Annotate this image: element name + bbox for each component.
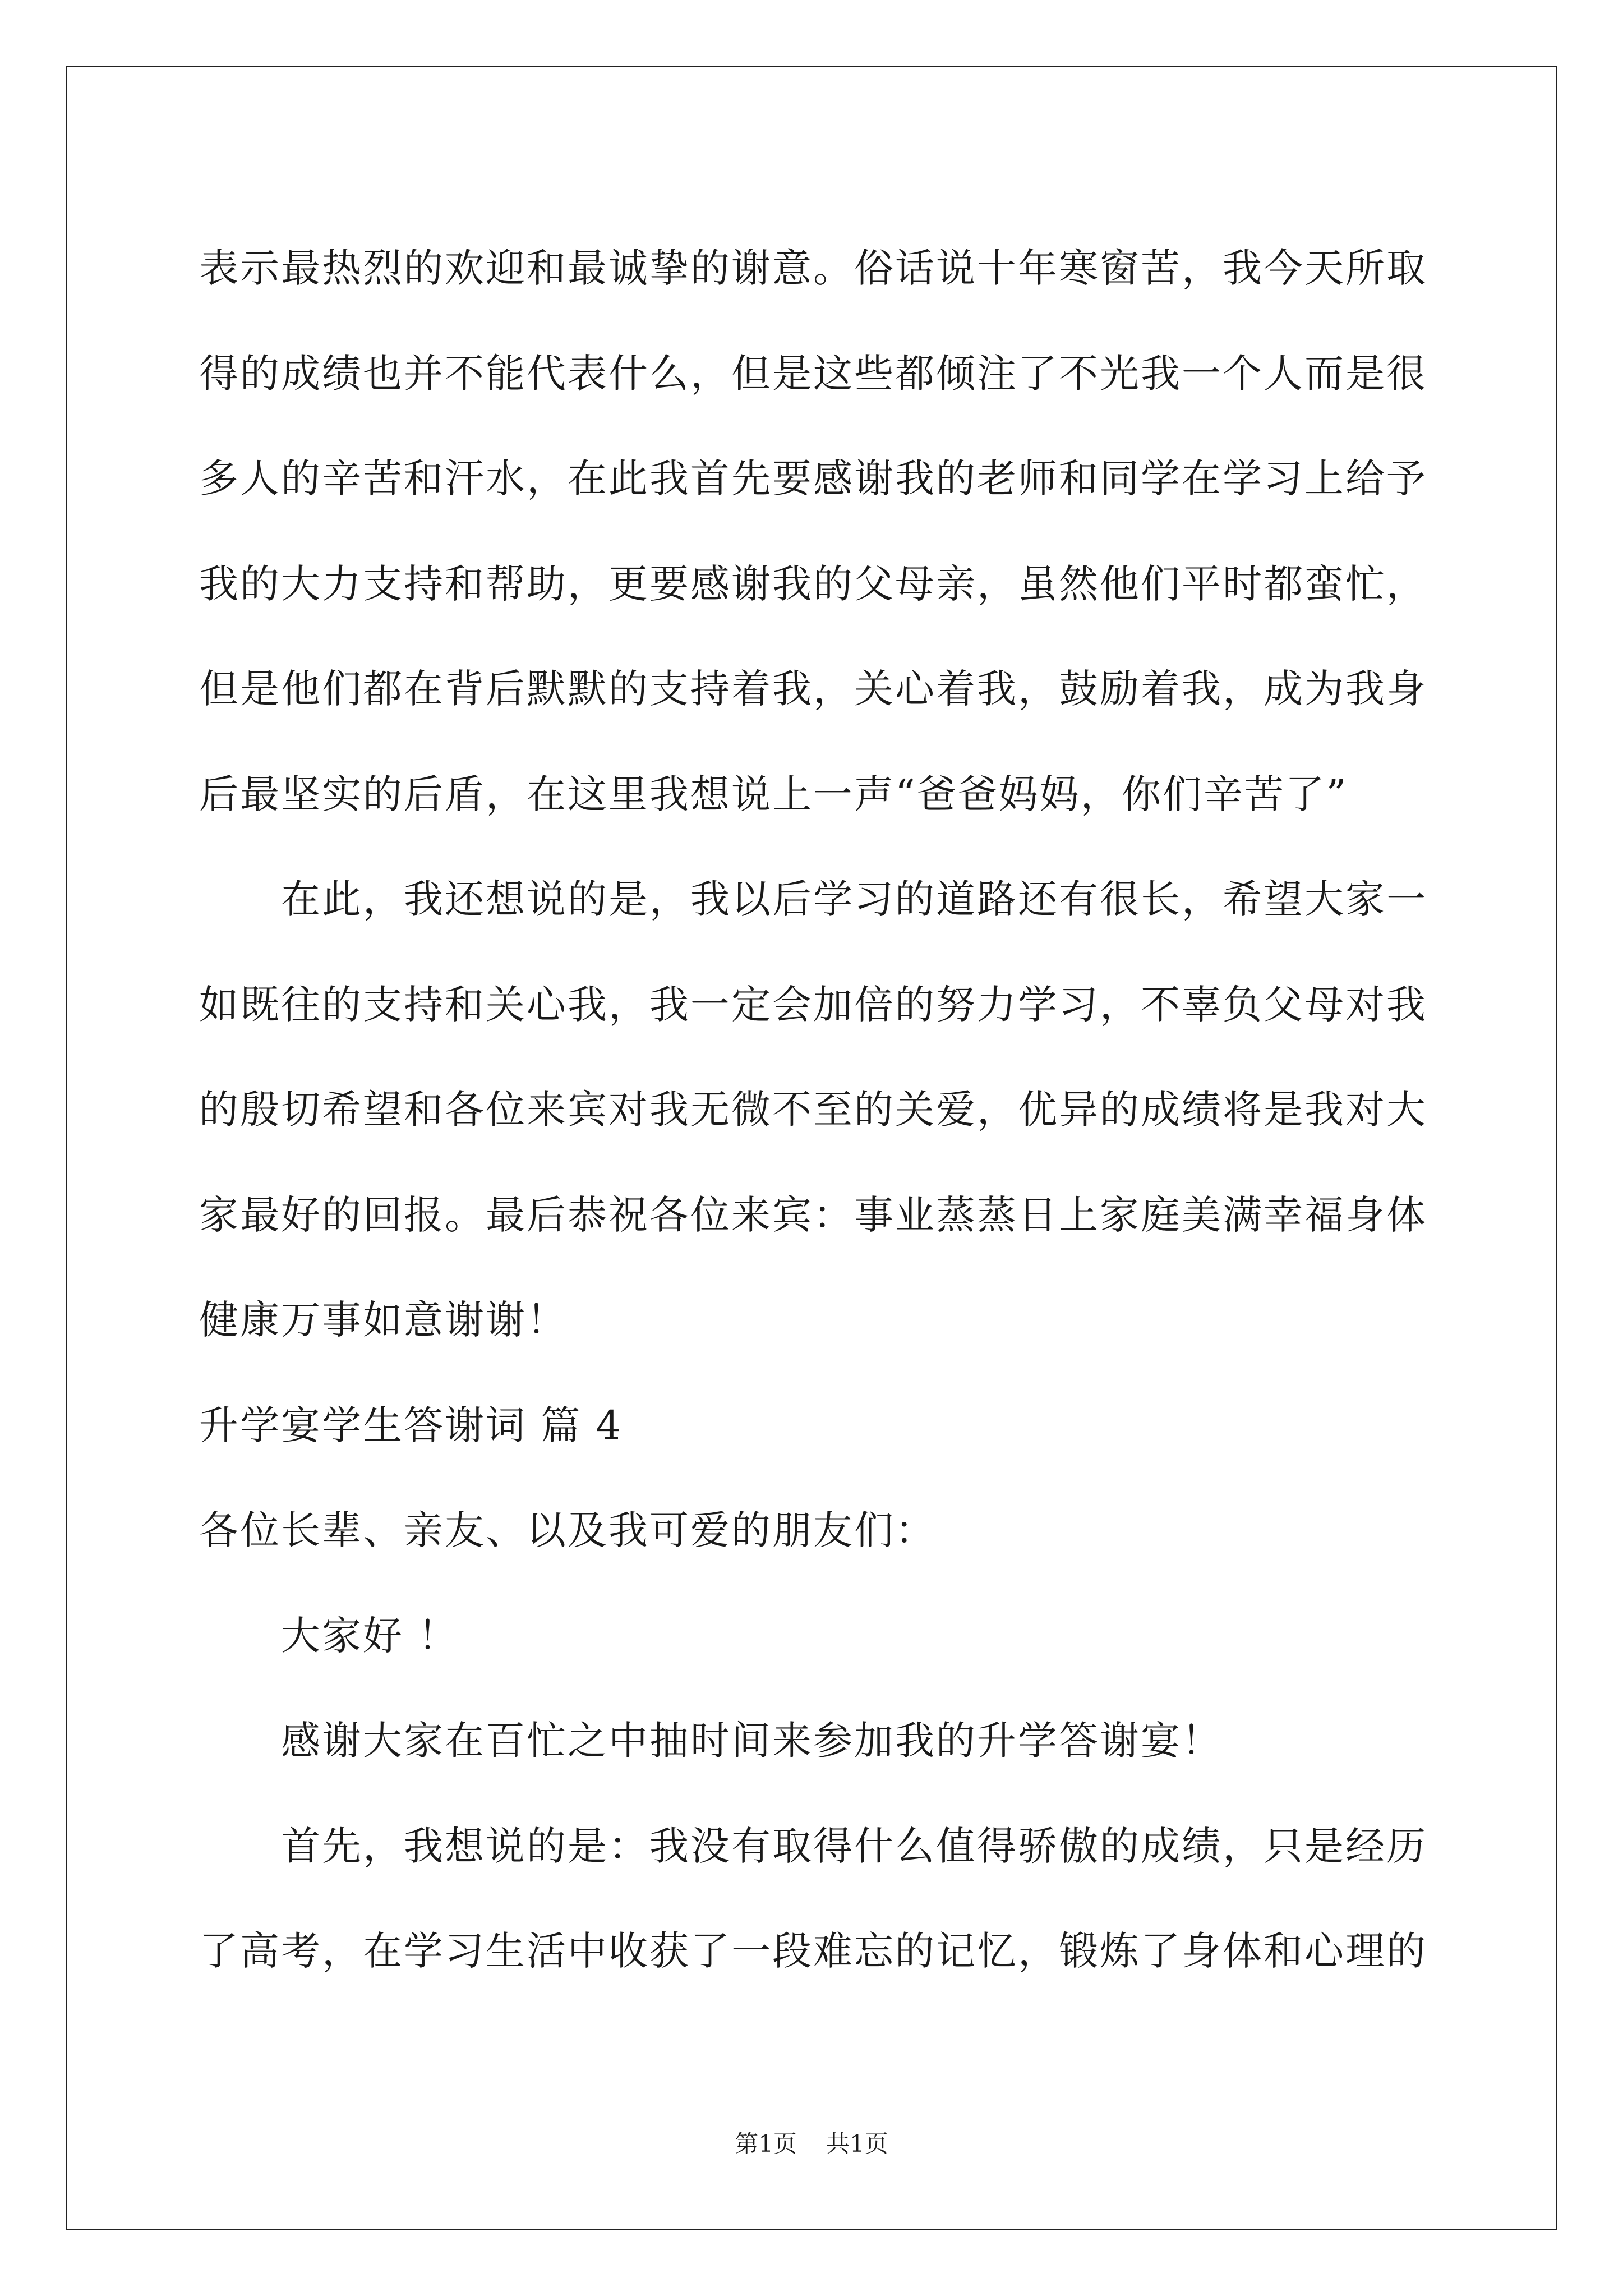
text-line: 但是他们都在背后默默的支持着我，关心着我，鼓励着我，成为我身 <box>199 666 1427 712</box>
text-line: 得的成绩也并不能代表什么，但是这些都倾注了不光我一个人而是很 <box>199 350 1427 397</box>
page-number: 第1页 <box>735 2130 797 2157</box>
salutation: 各位长辈、亲友、以及我可爱的朋友们： <box>199 1507 936 1553</box>
paragraph-first-line: 首先，我想说的是：我没有取得什么值得骄傲的成绩，只是经历 <box>281 1823 1427 1869</box>
text-line: 多人的辛苦和汗水，在此我首先要感谢我的老师和同学在学习上给予 <box>199 455 1427 501</box>
text-line: 如既往的支持和关心我，我一定会加倍的努力学习，不辜负父母对我 <box>199 981 1427 1028</box>
page-footer <box>0 2127 1623 2161</box>
text-line: 我的大力支持和帮助，更要感谢我的父母亲，虽然他们平时都蛮忙， <box>199 560 1427 607</box>
document-body <box>199 216 1438 2004</box>
greeting: 大家好 ！ <box>281 1612 459 1659</box>
paragraph-first-line: 感谢大家在百忙之中抽时间来参加我的升学答谢宴！ <box>281 1718 1223 1764</box>
page-total: 共1页 <box>826 2130 888 2157</box>
text-line: 表示最热烈的欢迎和最诚挚的谢意。俗话说十年寒窗苦，我今天所取 <box>199 245 1427 291</box>
section-heading: 升学宴学生答谢词 篇 4 <box>199 1402 623 1448</box>
text-line: 家最好的回报。最后恭祝各位来宾：事业蒸蒸日上家庭美满幸福身体 <box>199 1191 1427 1238</box>
paragraph-first-line: 在此，我还想说的是，我以后学习的道路还有很长，希望大家一 <box>281 876 1427 922</box>
text-line: 的殷切希望和各位来宾对我无微不至的关爱，优异的成绩将是我对大 <box>199 1087 1427 1133</box>
text-line: 了高考，在学习生活中收获了一段难忘的记忆，锻炼了身体和心理的 <box>199 1928 1427 1974</box>
text-line: 后最坚实的后盾，在这里我想说上一声“爸爸妈妈，你们辛苦了” <box>199 771 1348 817</box>
text-line: 健康万事如意谢谢！ <box>199 1297 568 1343</box>
